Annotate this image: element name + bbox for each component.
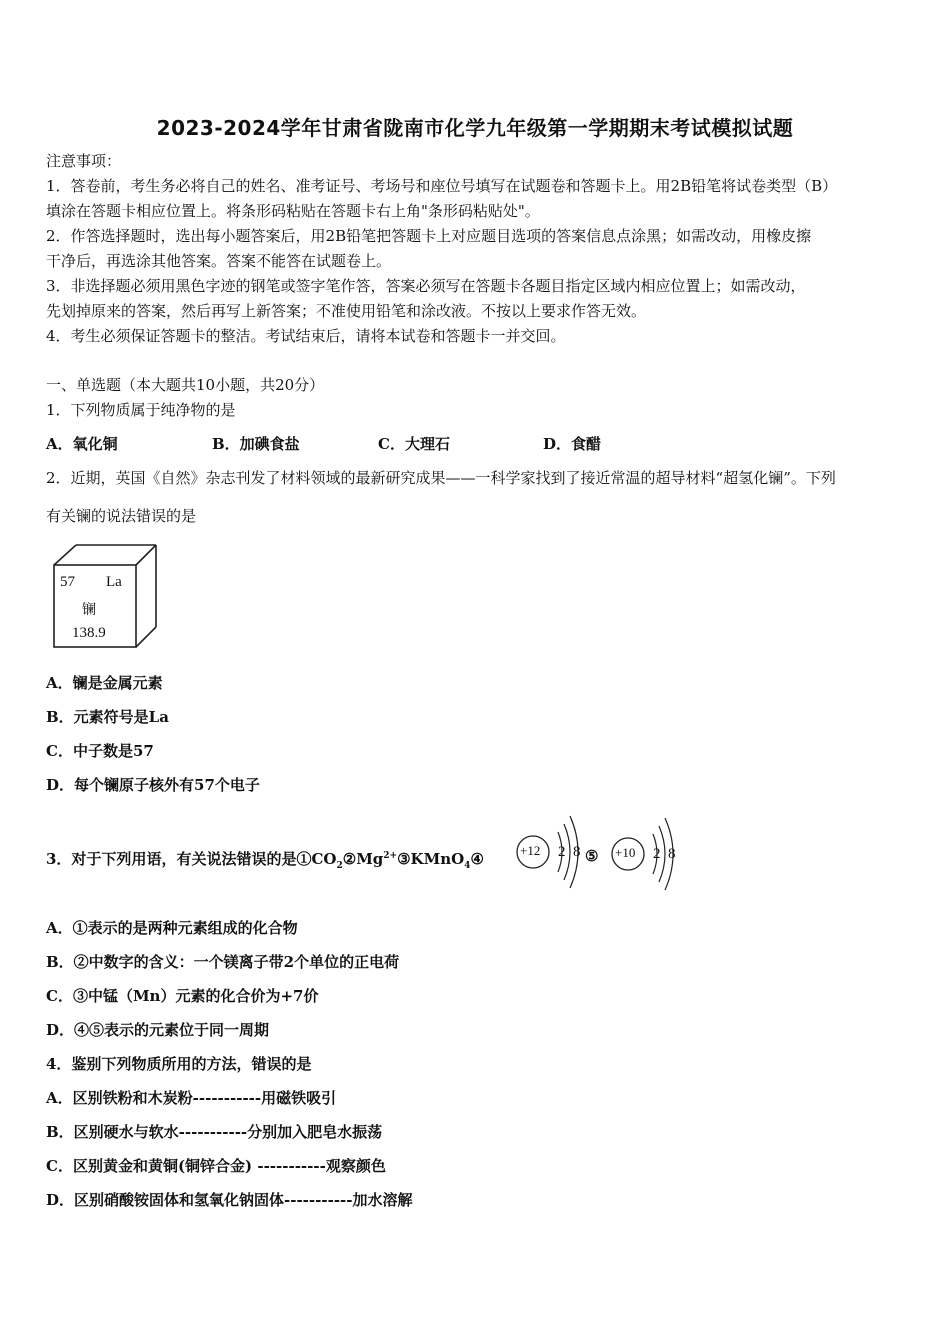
notice-line: 先划掉原来的答案，然后再写上新答案；不准使用铅笔和涂改液。不按以上要求作答无效。 [46, 302, 647, 320]
q2-stem-cont: 有关镧的说法错误的是 [46, 507, 197, 525]
formula-co2-base: CO [311, 850, 337, 868]
q1-stem: 1．下列物质属于纯净物的是 [46, 401, 236, 419]
q2-option-b: B．元素符号是La [46, 708, 169, 726]
notice-line: 干净后，再选涂其他答案。答案不能答在试题卷上。 [46, 252, 392, 270]
element-name: 镧 [82, 602, 96, 618]
shell-electrons-2: 8 [573, 844, 581, 860]
q4-option-b: B．区别硬水与软水-----------分别加入肥皂水振荡 [46, 1123, 383, 1141]
shell-electrons-2: 8 [668, 846, 676, 862]
q3-stem [46, 846, 484, 876]
formula-co2 [311, 850, 343, 871]
marker-2: ② [342, 850, 357, 868]
q3-option-d: D．④⑤表示的元素位于同一周期 [46, 1021, 270, 1039]
atom-structure-4 [514, 810, 590, 894]
atom-structure-5 [609, 812, 685, 896]
q4-option-d: D．区别硝酸铵固体和氢氧化钠固体-----------加水溶解 [46, 1191, 413, 1209]
q1-option-b: B．加碘食盐 [212, 435, 300, 453]
notice-line: 1．答卷前，考生务必将自己的姓名、准考证号、考场号和座位号填写在试题卷和答题卡上。用2B铅笔将试卷类型（B） [46, 177, 838, 195]
notice-line: 3．非选择题必须用黑色字迹的钢笔或签字笔作答，答案必须写在答题卡各题目指定区域内相应位置上；如需改动， [46, 277, 806, 295]
q3-option-c: C．③中锰（Mn）元素的化合价为+7价 [46, 987, 319, 1005]
notice-line: 2．作答选择题时，选出每小题答案后，用2B铅笔把答题卡上对应题目选项的答案信息点涂黑；如需改动，用橡皮擦 [46, 227, 812, 245]
section-heading: 一、单选题（本大题共10小题，共20分） [46, 376, 325, 394]
q3-option-b: B．②中数字的含义：一个镁离子带2个单位的正电荷 [46, 953, 400, 971]
shell-electrons-1: 2 [653, 846, 661, 862]
formula-mg-charge: 2+ [383, 851, 398, 861]
formula-co2-subscript: 2 [336, 861, 343, 871]
formula-mg-ion [356, 850, 397, 868]
formula-kmno4 [410, 850, 471, 871]
marker-4: ④ [470, 850, 484, 868]
element-cell-lanthanum [50, 543, 160, 651]
atomic-number: 57 [60, 574, 75, 590]
q2-stem: 2．近期，英国《自然》杂志刊发了材料领域的最新研究成果——一科学家找到了接近常温的超导材料“超氢化镧”。下列 [46, 469, 836, 487]
nucleus-charge: +10 [615, 845, 636, 860]
formula-kmno4-subscript: 4 [464, 861, 471, 871]
q1-option-c: C．大理石 [378, 435, 450, 453]
q4-stem: 4．鉴别下列物质所用的方法，错误的是 [46, 1055, 312, 1073]
notice-line: 填涂在答题卡相应位置上。将条形码粘贴在答题卡右上角"条形码粘贴处"。 [46, 202, 540, 220]
shell-electrons-1: 2 [558, 844, 566, 860]
formula-mg-base: Mg [356, 850, 384, 868]
q4-option-c: C．区别黄金和黄铜(铜锌合金) -----------观察颜色 [46, 1157, 386, 1175]
q3-stem-text: 3．对于下列用语，有关说法错误的是① [46, 850, 312, 868]
q4-option-a: A．区别铁粉和木炭粉-----------用磁铁吸引 [46, 1089, 337, 1107]
q2-option-d: D．每个镧原子核外有57个电子 [46, 776, 260, 794]
formula-kmno4-base: KMnO [410, 850, 465, 868]
element-symbol: La [106, 574, 122, 590]
notice-heading: 注意事项： [46, 152, 122, 170]
nucleus-charge: +12 [520, 843, 541, 858]
q1-option-d: D．食醋 [543, 435, 602, 453]
marker-5: ⑤ [585, 847, 599, 865]
q1-option-a: A．氧化铜 [46, 435, 118, 453]
q2-option-a: A．镧是金属元素 [46, 674, 163, 692]
atomic-mass: 138.9 [72, 625, 106, 641]
marker-3: ③ [397, 850, 411, 868]
q2-option-c: C．中子数是57 [46, 742, 154, 760]
q3-option-a: A．①表示的是两种元素组成的化合物 [46, 919, 298, 937]
page-title: 2023-2024学年甘肃省陇南市化学九年级第一学期期末考试模拟试题 [156, 116, 794, 140]
notice-line: 4．考生必须保证答题卡的整洁。考试结束后，请将本试卷和答题卡一并交回。 [46, 327, 566, 345]
